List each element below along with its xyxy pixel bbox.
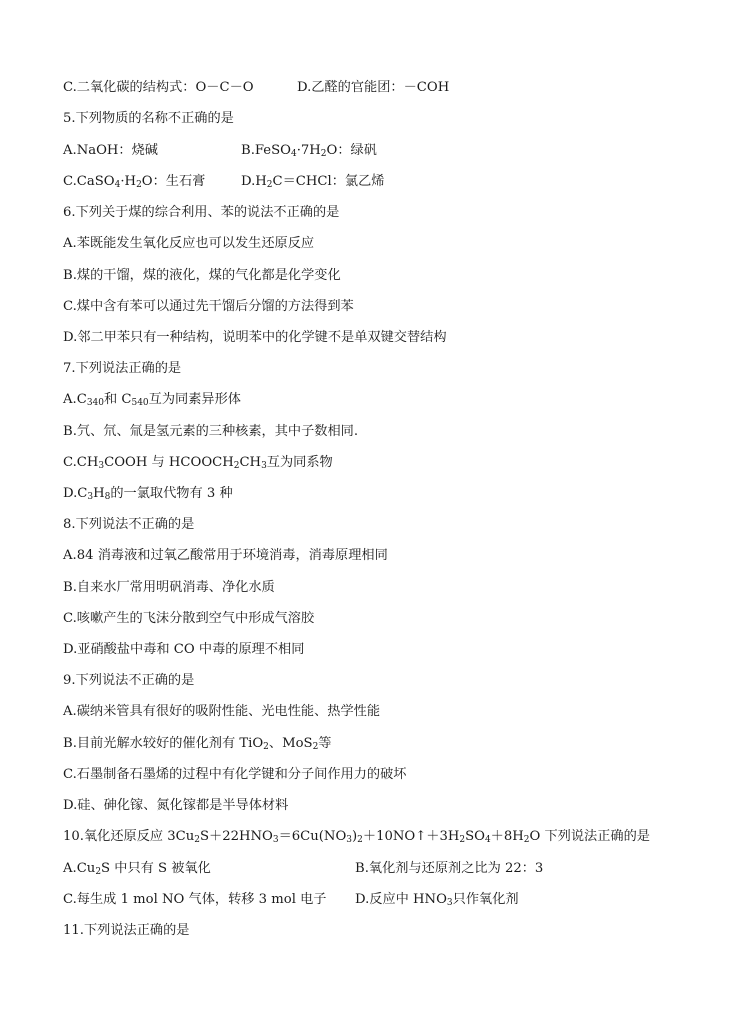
option-d: D.邻二甲苯只有一种结构，说明苯中的化学键不是单双键交替结构 xyxy=(63,330,447,345)
option-b: $B.FeSO_4\cdot 7H_2O$：绿矾 xyxy=(241,143,377,159)
option-b: B.煤的干馏，煤的液化，煤的气化都是化学变化 xyxy=(63,268,341,283)
option-c: C.咳嗽产生的飞沫分散到空气中形成气溶胶 xyxy=(63,611,315,626)
option-b: B.氕、氘、氚是氢元素的三种核素，其中子数相同. xyxy=(63,424,359,439)
option-b: B.氧化剂与还原剂之比为 22：3 xyxy=(355,861,544,876)
question-8: 8.下列说法不正确的是 xyxy=(63,517,195,532)
option-a: A.苯既能发生氧化反应也可以发生还原反应 xyxy=(63,236,315,251)
option-a: A.NaOH：烧碱 xyxy=(63,143,158,158)
question-11: 11.下列说法正确的是 xyxy=(63,923,190,938)
option-a: $A.Cu_2S$ 中只有 S 被氧化 xyxy=(63,861,211,877)
option-d: $D.C_3H_8$的一氯取代物有 3 种 xyxy=(63,486,233,502)
option-b: B.目前光解水较好的催化剂有 TiO$_2$、MoS$_2$等 xyxy=(63,736,332,752)
option-a: $A.C_{340}$和 $C_{540}$互为同素异形体 xyxy=(63,392,241,408)
option-line xyxy=(63,80,254,96)
option-c: C.煤中含有苯可以通过先干馏后分馏的方法得到苯 xyxy=(63,299,354,314)
option-d: D.乙醛的官能团：－COH xyxy=(297,80,450,95)
option-c: C.每生成 1 mol NO 气体，转移 3 mol 电子 xyxy=(63,892,327,907)
option-d: D.反应中 $HNO_3$只作氧化剂 xyxy=(355,892,519,908)
option-c: C.二氧化碳的结构式：O－C－O xyxy=(63,80,254,95)
question-9: 9.下列说法不正确的是 xyxy=(63,673,195,688)
option-c: C.石墨制备石墨烯的过程中有化学键和分子间作用力的破坏 xyxy=(63,767,407,782)
question-10: 10.氧化还原反应 $3Cu_2S+22HNO_3=6Cu(NO_3)_2+10NO↑+3H_2SO_4+8H_2O$ 下列说法正确的是 xyxy=(63,829,650,845)
option-c: $C.CH_3COOH$ 与 $HCOOCH_2CH_3$互为同系物 xyxy=(63,455,333,471)
option-d: D.硅、砷化镓、氮化镓都是半导体材料 xyxy=(63,798,289,813)
option-d: D.亚硝酸盐中毒和 CO 中毒的原理不相同 xyxy=(63,642,305,657)
option-b: B.自来水厂常用明矾消毒、净化水质 xyxy=(63,580,275,595)
option-a: A.84 消毒液和过氧乙酸常用于环境消毒，消毒原理相同 xyxy=(63,548,388,563)
question-5: 5.下列物质的名称不正确的是 xyxy=(63,111,234,126)
question-7: 7.下列说法正确的是 xyxy=(63,361,182,376)
option-d: $D.H_2C=CHCl$：氯乙烯 xyxy=(241,174,385,190)
option-a: A.碳纳米管具有很好的吸附性能、光电性能、热学性能 xyxy=(63,704,381,719)
question-6: 6.下列关于煤的综合利用、苯的说法不正确的是 xyxy=(63,205,340,220)
option-c: $C.CaSO_4\cdot H_2O$：生石膏 xyxy=(63,174,206,190)
